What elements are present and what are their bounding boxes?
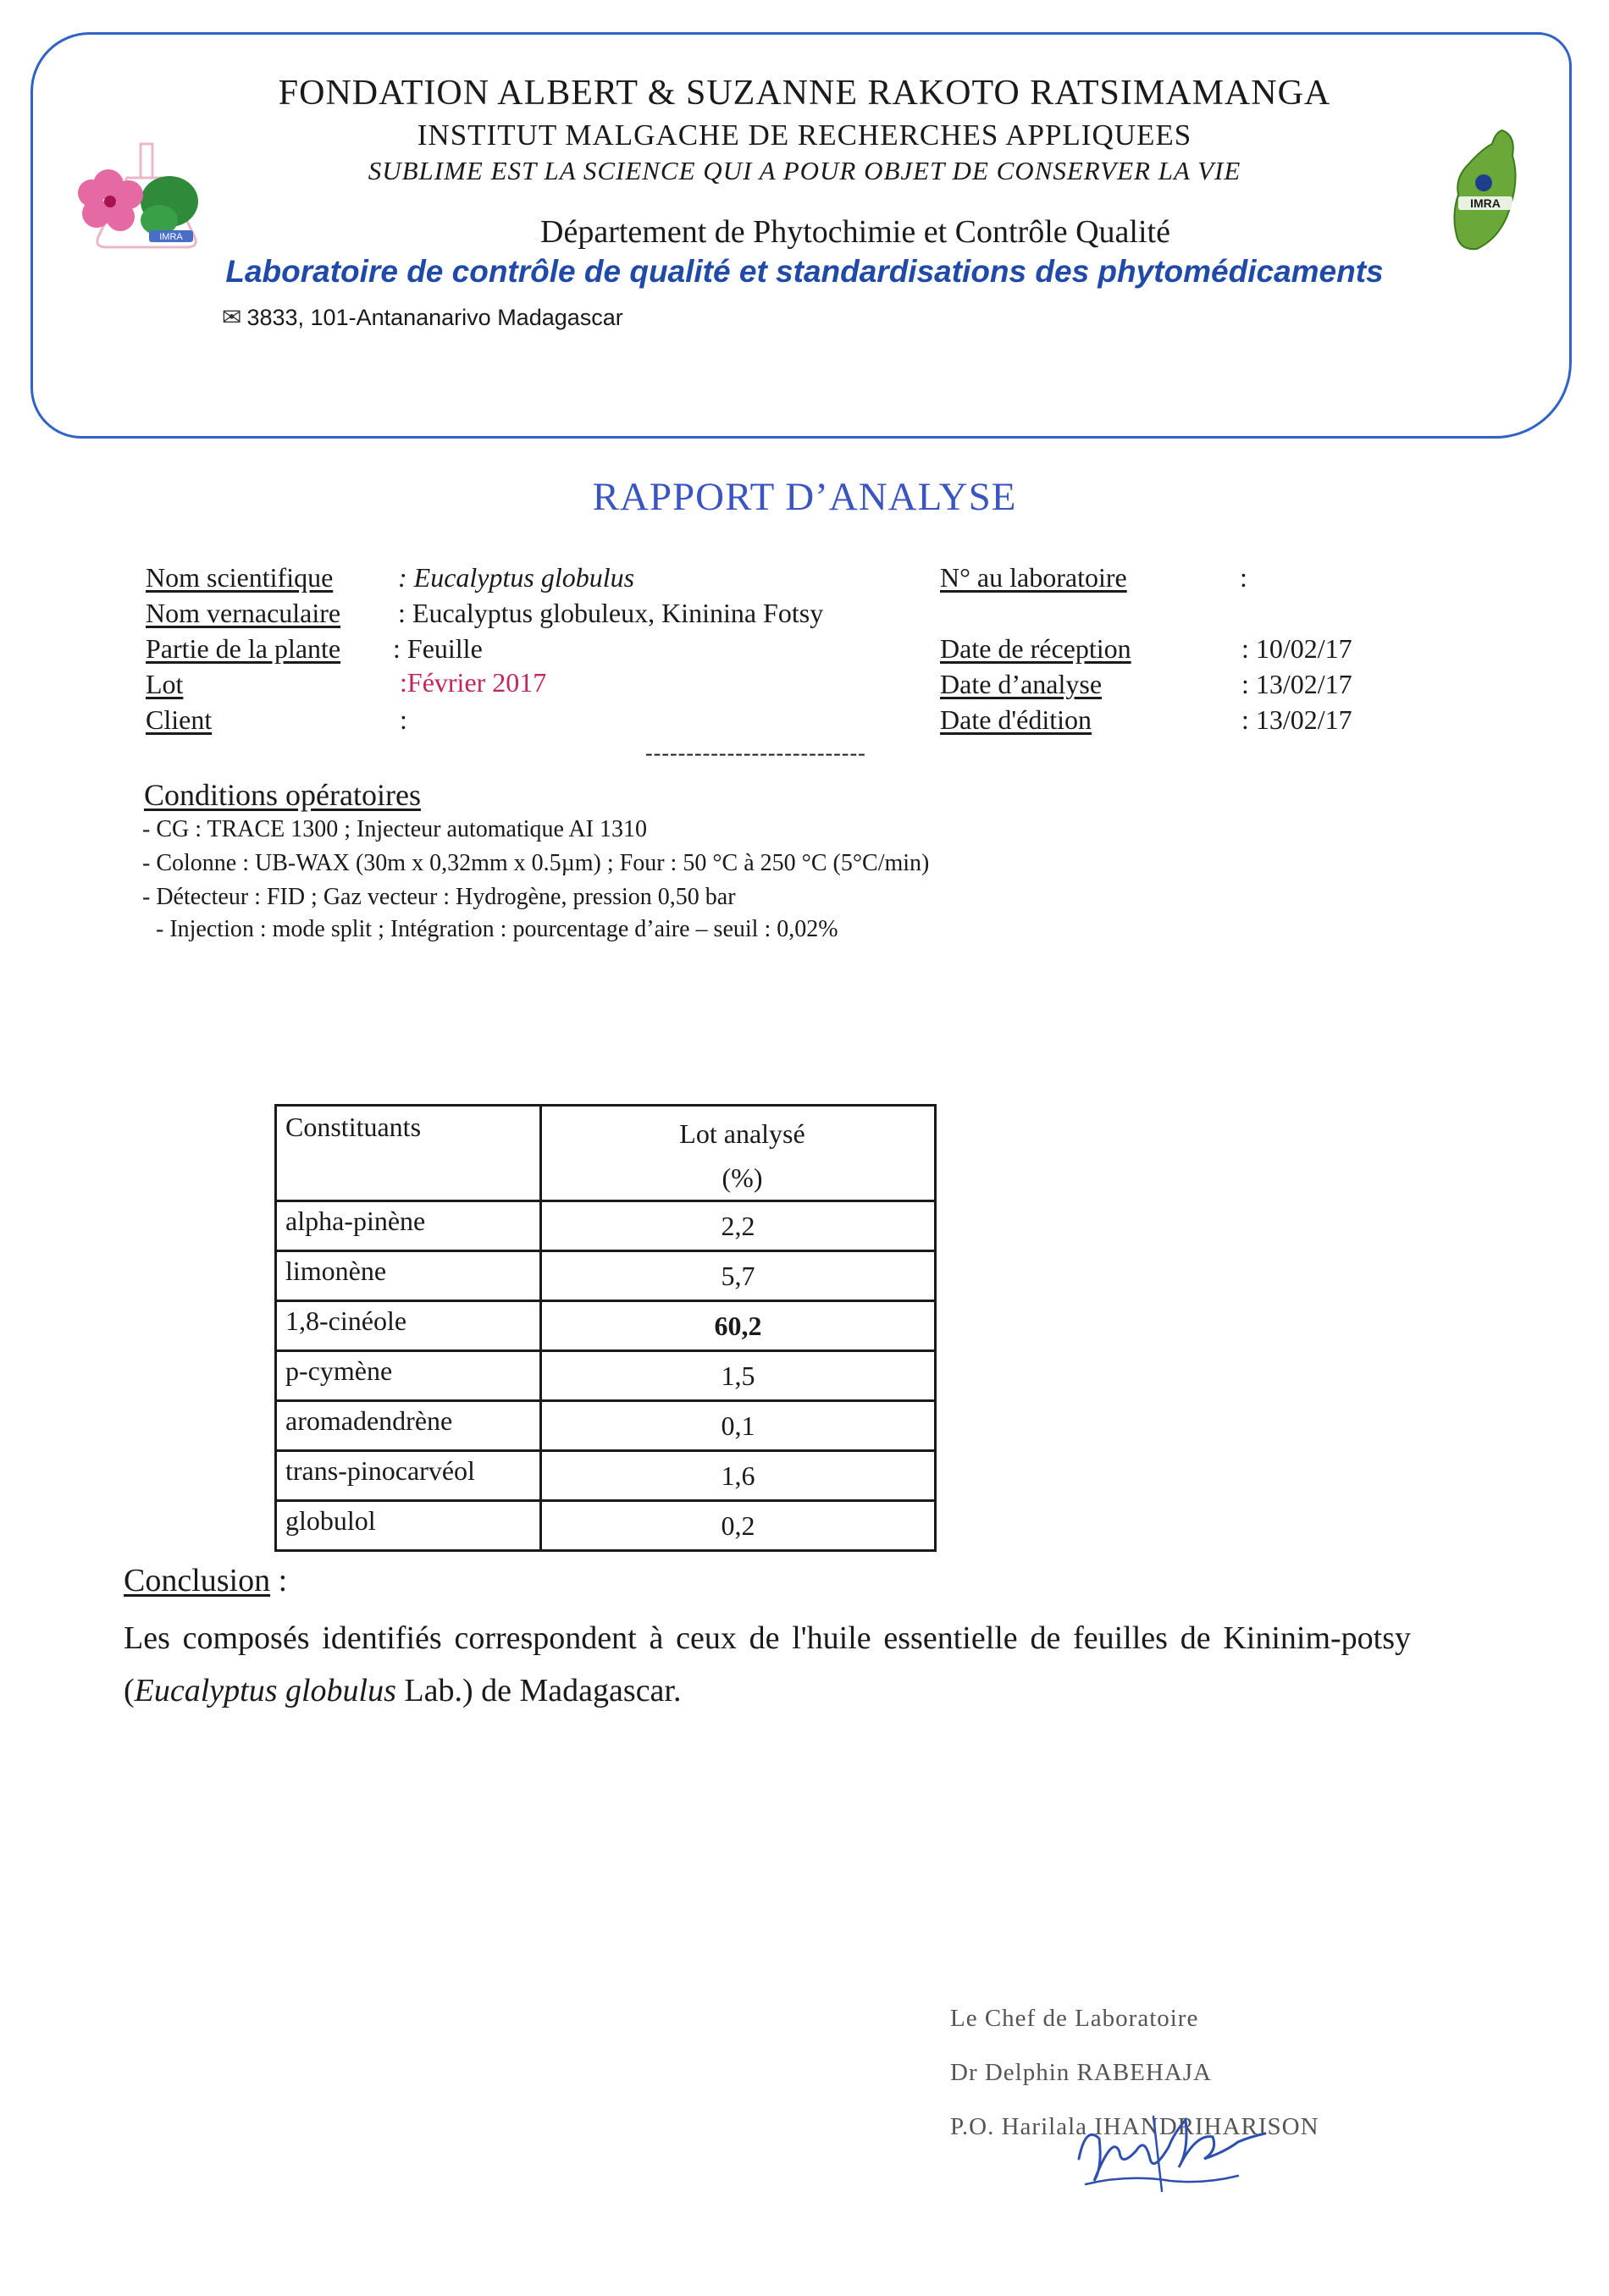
table-row	[276, 1401, 936, 1451]
laboratory-name: Laboratoire de contrôle de qualité et standardisations des phytomédicaments	[225, 254, 1384, 289]
organization-name: FONDATION ALBERT & SUZANNE RAKOTO RATSIMAMANGA	[278, 74, 1331, 113]
condition-line: - Colonne : UB-WAX (30m x 0,32mm x 0.5µm) ; Four : 50 °C à 250 °C (5°C/min)	[142, 850, 930, 876]
conditions-title: Conditions opératoires	[144, 778, 421, 812]
client-label: Client	[146, 704, 213, 735]
lab-number-value: :	[1240, 562, 1247, 593]
conclusion-title-suffix: :	[270, 1563, 288, 1598]
section-separator: ---------------------------	[645, 741, 866, 765]
analysis-date-value: : 13/02/17	[1241, 669, 1352, 699]
results-table	[274, 1104, 937, 1552]
constituent-name: p-cymène	[276, 1351, 541, 1401]
constituent-name: aromadendrène	[276, 1401, 541, 1451]
address-text: 3833, 101-Antananarivo Madagascar	[246, 305, 623, 330]
condition-line: - Détecteur : FID ; Gaz vecteur : Hydrogène, pression 0,50 bar	[142, 884, 736, 910]
edition-date-value: : 13/02/17	[1241, 704, 1352, 735]
condition-line: - CG : TRACE 1300 ; Injecteur automatique AI 1310	[142, 816, 647, 842]
edition-date-label: Date d'édition	[940, 704, 1092, 735]
table-row	[276, 1351, 936, 1401]
conclusion-title: Conclusion	[124, 1563, 271, 1598]
constituent-value: 1,5	[541, 1351, 936, 1401]
constituents-header: Constituants	[276, 1106, 541, 1201]
institute-motto: SUBLIME EST LA SCIENCE QUI A POUR OBJET DE CONSERVER LA VIE	[368, 156, 1241, 185]
lab-number-label: N° au laboratoire	[940, 562, 1127, 593]
signatory-role: Le Chef de Laboratoire	[950, 2005, 1199, 2032]
scientific-name-value: : Eucalyptus globulus	[398, 562, 635, 593]
plant-part-label: Partie de la plante	[146, 633, 341, 664]
table-row	[276, 1251, 936, 1301]
signatory-proxy: P.O. Harilala IHANDRIHARISON	[950, 2113, 1319, 2140]
constituent-value: 1,6	[541, 1451, 936, 1501]
conclusion-text	[124, 1612, 1411, 1717]
constituent-name: trans-pinocarvéol	[276, 1451, 541, 1501]
client-value: :	[400, 704, 407, 735]
department-name: Département de Phytochimie et Contrôle Qualité	[540, 214, 1170, 250]
conclusion-text-italic: Eucalyptus globulus	[134, 1673, 396, 1708]
constituent-name: alpha-pinène	[276, 1201, 541, 1251]
conclusion-text-part2: Lab.) de Madagascar.	[395, 1673, 682, 1708]
constituent-name: limonène	[276, 1251, 541, 1301]
constituent-value: 60,2	[541, 1301, 936, 1351]
table-row	[276, 1201, 936, 1251]
handwritten-signature	[1069, 2100, 1280, 2205]
lot-header-line2: (%)	[722, 1162, 763, 1193]
reception-date-label: Date de réception	[940, 633, 1131, 664]
scientific-name-label: Nom scientifique	[146, 562, 334, 593]
constituent-name: 1,8-cinéole	[276, 1301, 541, 1351]
institute-name: INSTITUT MALGACHE DE RECHERCHES APPLIQUEES	[417, 119, 1192, 152]
condition-line: - Injection : mode split ; Intégration : pourcentage d’aire – seuil : 0,02%	[156, 916, 838, 942]
table-header-row	[276, 1106, 936, 1201]
table-row	[276, 1501, 936, 1551]
constituent-value: 0,1	[541, 1401, 936, 1451]
vernacular-name-value: : Eucalyptus globuleux, Kininina Fotsy	[398, 598, 824, 628]
lot-value: :Février 2017	[400, 667, 547, 698]
envelope-icon: ✉	[222, 304, 242, 330]
logo-right-text: IMRA	[1470, 196, 1501, 210]
lot-label: Lot	[146, 669, 184, 699]
report-title: RAPPORT D’ANALYSE	[592, 475, 1017, 519]
vernacular-name-label: Nom vernaculaire	[146, 598, 341, 628]
logo-left-text: IMRA	[159, 232, 183, 242]
reception-date-value: : 10/02/17	[1241, 633, 1352, 664]
plant-part-value: : Feuille	[393, 633, 483, 664]
constituent-value: 2,2	[541, 1201, 936, 1251]
postal-address	[222, 303, 623, 331]
lot-header-line1: Lot analysé	[679, 1118, 805, 1149]
conclusion-text-part1: Les composés identifiés correspondent à ceux de l'huile essentielle de feuilles de Kininim-potsy (	[124, 1620, 1411, 1708]
conclusion-heading	[124, 1562, 287, 1599]
constituent-value: 5,7	[541, 1251, 936, 1301]
table-row	[276, 1451, 936, 1501]
lot-header	[541, 1106, 936, 1201]
analysis-date-label: Date d’analyse	[940, 669, 1103, 699]
table-row	[276, 1301, 936, 1351]
constituent-value: 0,2	[541, 1501, 936, 1551]
constituent-name: globulol	[276, 1501, 541, 1551]
signatory-chief: Dr Delphin RABEHAJA	[950, 2059, 1212, 2086]
